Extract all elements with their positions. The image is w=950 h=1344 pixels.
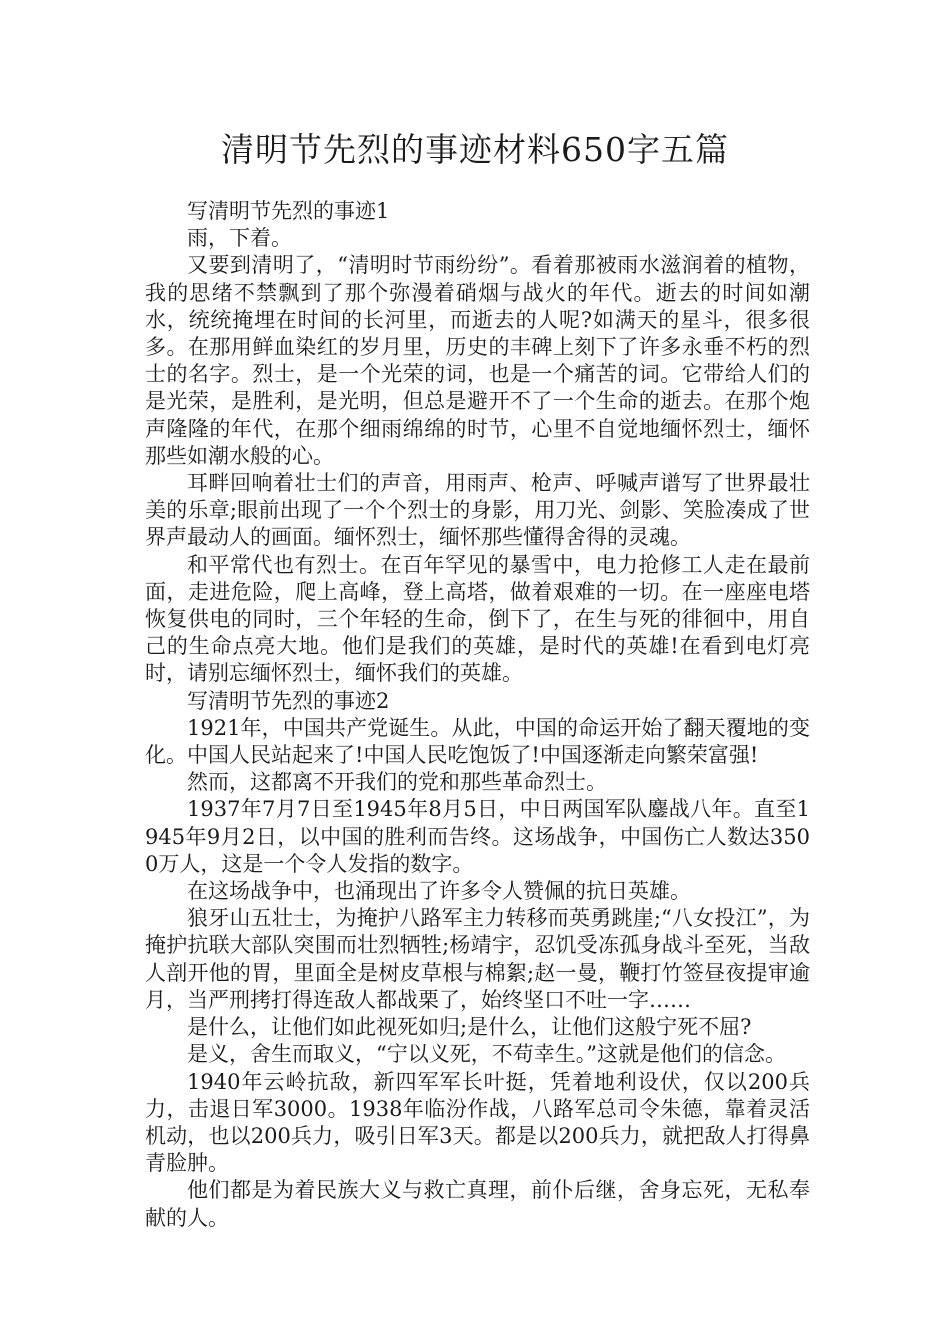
document-body: [145, 198, 810, 1232]
body-paragraph: 1937年7月7日至1945年8月5日，中日两国军队鏖战八年。直至1945年9月2日，以中国的胜利而告终。这场战争，中国伤亡人数达3500万人，这是一个令人发指的数字。: [145, 797, 810, 876]
body-paragraph: 在这场战争中，也涌现出了许多令人赞佩的抗日英雄。: [187, 879, 691, 904]
body-paragraph: 又要到清明了，“清明时节雨纷纷”。看着那被雨水滋润着的植物，我的思绪不禁飘到了那个弥漫着硝烟与战火的年代。逝去的时间如潮水，统统掩埋在时间的长河里，而逝去的人呢?如满天的星斗，很多很多。在那用鲜血染红的岁月里，历史的丰碑上刻下了许多永垂不朽的烈士的名字。烈士，是一个光荣的词，也是一个痛苦的词。它带给人们的是光荣，是胜利，是光明，但总是避开不了一个生命的逝去。在那个炮声隆隆的年代，在那个细雨绵绵的时节，心里不自觉地缅怀烈士，缅怀那些如潮水般的心。: [145, 253, 810, 468]
section-heading-1: 写清明节先烈的事迹1: [187, 199, 390, 223]
document-title: 清明节先烈的事迹材料650字五篇: [221, 130, 729, 169]
body-paragraph: 1940年云岭抗敌，新四军军长叶挺，凭着地利设伏，仅以200兵力，击退日军3000。1938年临汾作战，八路军总司令朱德，靠着灵活机动，也以200兵力，吸引日军3天。都是以200兵力，就把敌人打得鼻青脸肿。: [145, 1069, 810, 1176]
body-paragraph: 耳畔回响着壮士们的声音，用雨声、枪声、呼喊声谱写了世界最壮美的乐章;眼前出现了一个个烈士的身影，用刀光、剑影、笑脸凑成了世界声最动人的画面。缅怀烈士，缅怀那些懂得舍得的灵魂。: [145, 471, 810, 550]
body-paragraph: 雨，下着。: [187, 226, 292, 251]
body-paragraph: 他们都是为着民族大义与救亡真理，前仆后继，舍身忘死，无私奉献的人。: [145, 1178, 810, 1230]
body-paragraph: 然而，这都离不开我们的党和那些革命烈士。: [187, 770, 607, 795]
body-paragraph: 是义，舍生而取义，“宁以义死，不苟幸生。”这就是他们的信念。: [187, 1042, 786, 1067]
body-paragraph: 和平常代也有烈士。在百年罕见的暴雪中，电力抢修工人走在最前面，走进危险，爬上高峰，登上高塔，做着艰难的一切。在一座座电塔恢复供电的同时，三个年轻的生命，倒下了，在生与死的徘徊中，用自己的生命点亮大地。他们是我们的英雄，是时代的英雄!在看到电灯亮时，请别忘缅怀烈士，缅怀我们的英雄。: [145, 552, 810, 686]
body-paragraph: 1921年，中国共产党诞生。从此，中国的命运开始了翻天覆地的变化。中国人民站起来了!中国人民吃饱饭了!中国逐渐走向繁荣富强!: [145, 715, 810, 768]
body-paragraph: 是什么，让他们如此视死如归;是什么，让他们这般宁死不屈?: [187, 1015, 752, 1040]
body-paragraph: 狼牙山五壮士，为掩护八路军主力转移而英勇跳崖;“八女投江”，为掩护抗联大部队突围而壮烈牺牲;杨靖宇，忍饥受冻孤身战斗至死，当敌人剖开他的胃，里面全是树皮草根与棉絮;赵一曼，鞭打竹签昼夜提审逾月，当严刑拷打得连敌人都战栗了，始终坚口不吐一字……: [145, 906, 810, 1012]
section-heading-2: 写清明节先烈的事迹2: [187, 688, 390, 713]
